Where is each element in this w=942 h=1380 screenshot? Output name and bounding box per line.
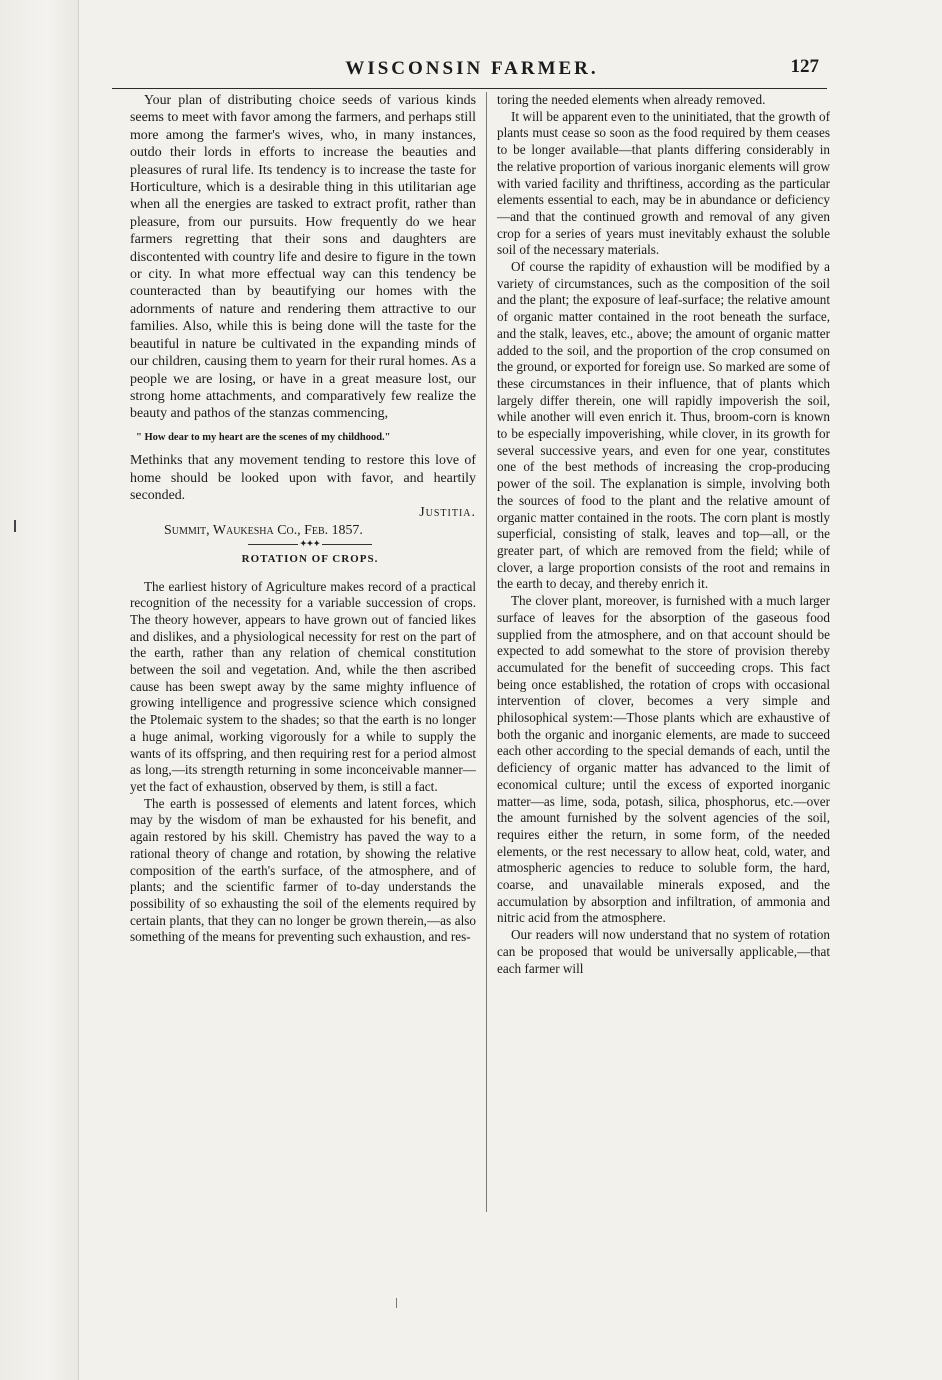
running-header <box>112 58 827 89</box>
article-paragraph-1: The earliest history of Agriculture makes record of a practical recognition of the necessity for a variable succession of crops. The theory however, appears to have grown out of fancied likes and dislikes, and a physiological necessity for rest on the part of the earth, rather than any relation of chemical constitution between the soil and vegetation. And, while the then ascribed cause has been swept away by the same mighty influence of growing intelligence and progressive science which consigned the Ptolemaic system to the shades; so that the earth is no longer a huge animal, working vigorously for a while to supply the wants of its offspring, and then requiring rest for a period almost as long,—its strength returning in some inconceivable manner—yet the fact of exhaustion, observed by them, is still a fact. <box>130 578 476 794</box>
article-paragraph-5: The clover plant, moreover, is furnished with a much larger surface of leaves for the absorption of the gaseous food supplied from the atmosphere, and on that account should be expected to add somewhat to the store of provision thereby accumulated for the benefit of succeeding crops. This fact being once established, the rotation of crops with occasional intervention of clover, becomes a very simple and philosophical system:—Those plants which are exhaustive of both the organic and inorganic elements, are made to succeed each other according to the special demands of each, until the deficiency of organic matter has advanced to the limit of economical culture; until the excess of exported inorganic matter—as lime, soda, potash, silica, phosphorus, etc.—over the amount furnished by the solvent agencies of the soil, requires either the return, in some form, of the needed elements, or the rest necessary to allow heat, cold, water, and atmospheric agencies to reduce to soluble form, the hard, coarse, and unavailable minerals exposed, and the accumulation by absorption and infiltration, of ammonia and nitric acid from the atmosphere. <box>497 593 830 926</box>
letter-paragraph: Your plan of distributing choice seeds of various kinds seems to meet with favor among the farmers, and perhaps still more among the farmer's wives, who, in many instances, outdo their lords in efforts to increase the beauties and pleasures of rural life. Its tendency is to increase the taste for Horticulture, which is a desirable thing in this utilitarian age when all the energies are tasked to extract profit, rather than pleasure, from our pursuits. How frequently do we hear farmers regretting that their sons and daughters are discontented with country life and desire to figure in the town or city. In what more effectual way can this tendency be counteracted than by beautifying our homes with the adornments of nature and rendering them attractive to our families. Also, while this is being done will the taste for the beautiful in nature be cultivated in the expanding minds of our children, causing them to yearn for their rural homes. As a people we are losing, or have in a great measure lost, our strong home attachments, and comparatively few realize the beauty and pathos of the stanzas commencing, <box>130 93 477 422</box>
article-body-left <box>130 579 476 946</box>
binding-gutter <box>0 0 79 1380</box>
article-paragraph-6: Our readers will now understand that no system of rotation can be proposed that would be universally applicable,—that each farmer will <box>497 927 830 976</box>
column-divider <box>486 92 487 1212</box>
letter-dateline: Summit, Waukesha Co., Feb. 1857. <box>164 522 363 538</box>
page-number: 127 <box>790 56 819 77</box>
right-column <box>497 92 830 977</box>
bottom-mark <box>396 1298 397 1308</box>
article-paragraph-3: It will be apparent even to the uninitiated, that the growth of plants must cease so soon as the food required by them ceases to be longer available—that plants differing considerably in the relative proportion of various inorganic elements will grow with varied facility and thriftiness, according as the particular elements essential to each, may be in abundance or deficiency—and that the continued growth and removal of any given crop for a series of years must inevitably exhaust the soluble soil of the necessary materials. <box>497 108 830 258</box>
left-column <box>130 92 476 946</box>
article-continuation: toring the needed elements when already removed. <box>497 92 766 107</box>
running-title: WISCONSIN FARMER. <box>345 58 599 79</box>
margin-mark <box>14 520 16 532</box>
section-ornament <box>130 539 476 549</box>
article-paragraph-2: The earth is possessed of elements and latent forces, which may by the wisdom of man be exhausted for his benefit, and again restored by his skill. Chemistry has paved the way to a rational theory of change and rotation, by showing the relative composition of the earth's surface, of the atmosphere, and of plants; and the scientific farmer of to-day understands the possibility of so exhausting the soil of the elements required by certain plants, that they can no longer be grown therein,—as also something of the means for preventing such exhaustion, and res- <box>130 795 476 945</box>
quoted-verse: " How dear to my heart are the scenes of my childhood." <box>136 431 391 443</box>
letter-closing-paragraph: Methinks that any movement tending to restore this love of home should be looked upon with favor, and heartily seconded. <box>130 453 476 503</box>
article-paragraph-4: Of course the rapidity of exhaustion will be modified by a variety of circumstances, such as the composition of the soil and the plant; the exposure of leaf-surface; the relative amount of organic matter contained in the root beneath the surface, and the stalk, leaves, etc., above; the amount of organic matter added to the soil, and the proportion of the crop consumed on the ground, or exported for foreign use. So marked are some of these circumstances in their influence, that of plants which largely differ therein, one will rapidly impoverish the soil, while another will even enrich it. Thus, broom-corn is known to be especially impoverishing, while clover, in its growth for several successive years, and even for one year, constitutes one of the best methods of increasing the crop-producing power of the soil. The explanation is simple, involving both the sources of food to the plant and the relative amount of organic matter contained in the roots. The corn plant is mostly superficial, consisting of stalk, leaves and top—all, or the greater part, of which are removed from the field; while of clover, a large proportion consists of the root and remains in the earth to decay, and thereby enrich it. <box>497 259 830 592</box>
ornament-glyphs: ✦✦✦ <box>299 539 321 549</box>
letter-signature: Justitia. <box>419 505 476 521</box>
article-heading: ROTATION OF CROPS. <box>241 553 379 566</box>
